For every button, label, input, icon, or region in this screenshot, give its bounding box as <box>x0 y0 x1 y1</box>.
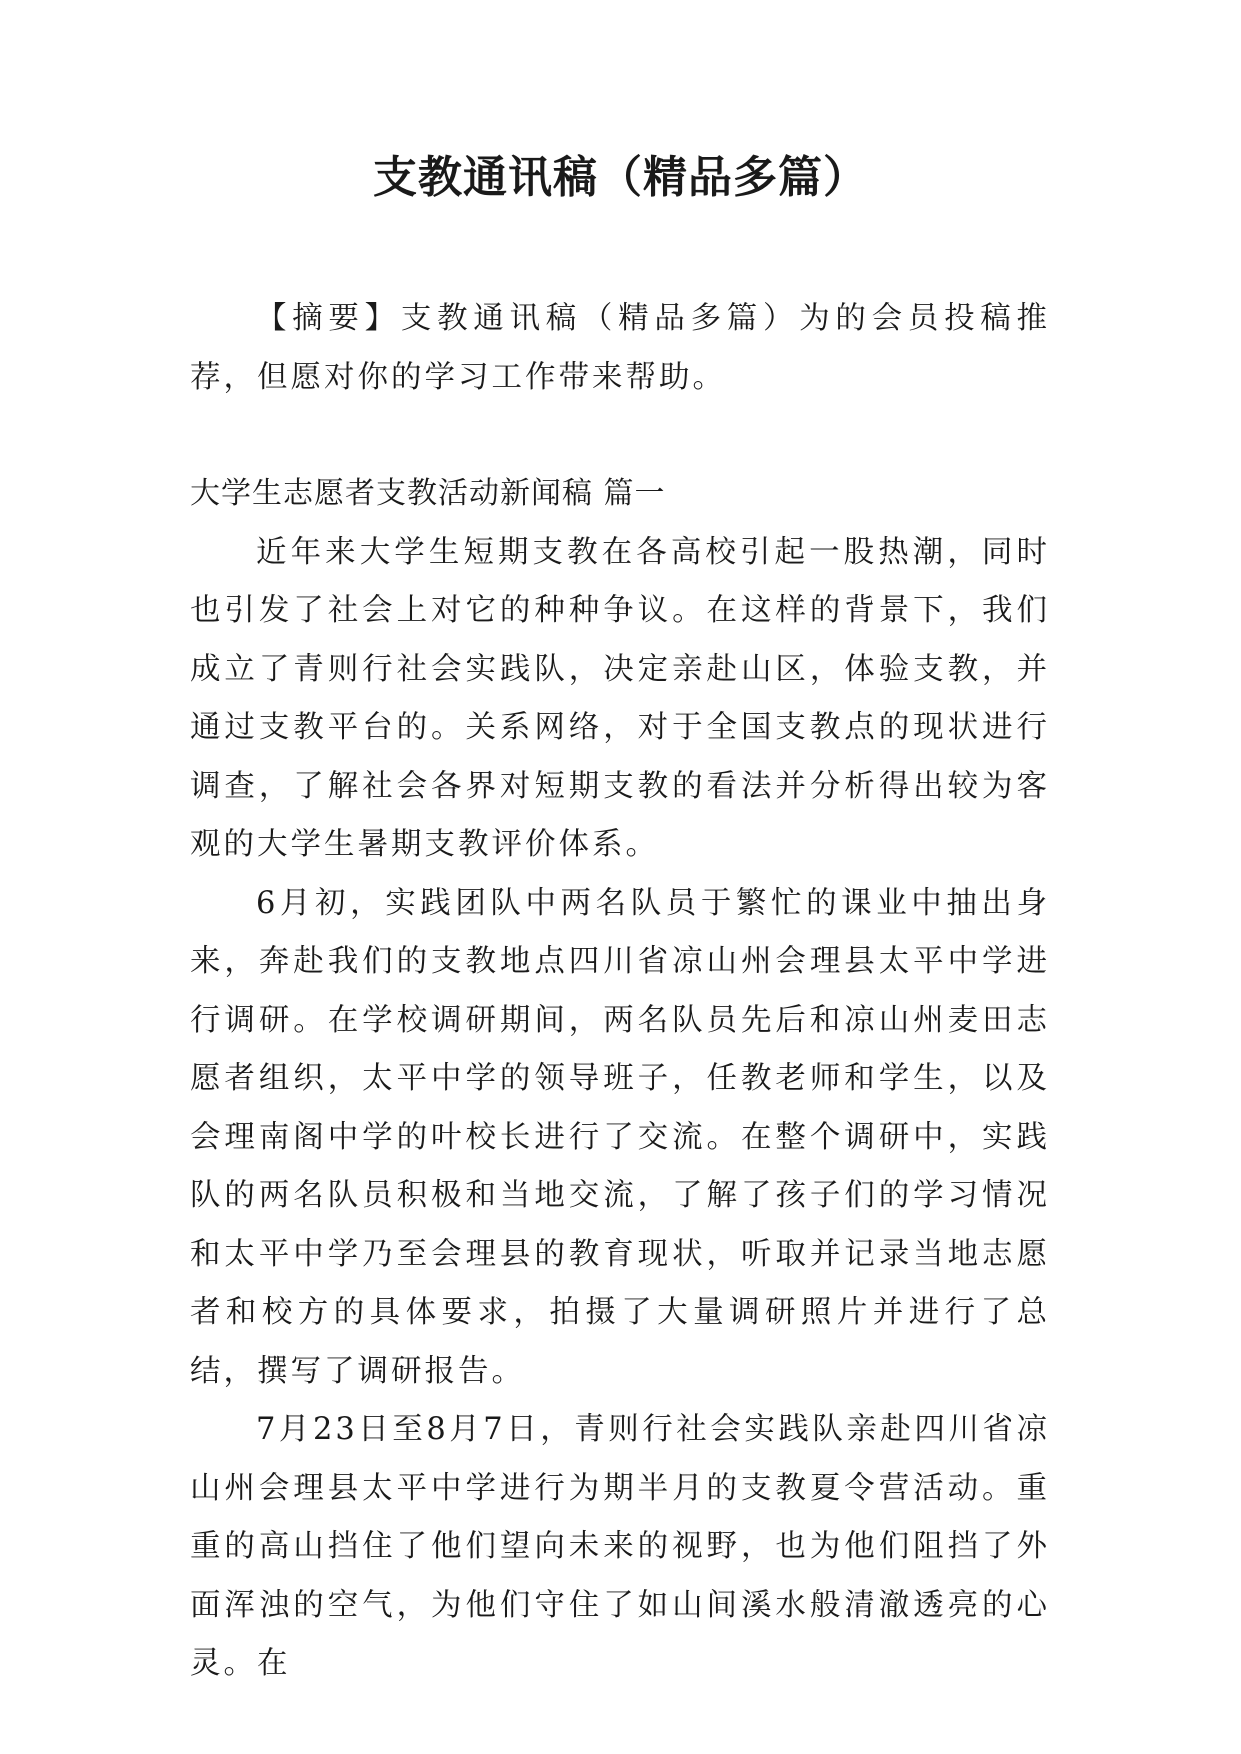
body-paragraph: 6月初，实践团队中两名队员于繁忙的课业中抽出身来，奔赴我们的支教地点四川省凉山州会理县太平中学进行调研。在学校调研期间，两名队员先后和凉山州麦田志愿者组织，太平中学的领导班子，任教老师和学生，以及会理南阁中学的叶校长进行了交流。在整个调研中，实践队的两名队员积极和当地交流，了解了孩子们的学习情况和太平中学乃至会理县的教育现状，听取并记录当地志愿者和校方的具体要求，拍摄了大量调研照片并进行了总结，撰写了调研报告。 <box>190 885 1050 1389</box>
body-paragraph: 近年来大学生短期支教在各高校引起一股热潮，同时也引发了社会上对它的种种争议。在这样的背景下，我们成立了青则行社会实践队，决定亲赴山区，体验支教，并通过支教平台的。关系网络，对于全国支教点的现状进行调查，了解社会各界对短期支教的看法并分析得出较为客观的大学生暑期支教评价体系。 <box>190 534 1050 862</box>
document-title: 支教通讯稿（精品多篇） <box>373 152 868 203</box>
section-heading: 大学生志愿者支教活动新闻稿 篇一 <box>190 476 666 511</box>
document-body <box>190 290 1050 1694</box>
abstract-paragraph: 【摘要】支教通讯稿（精品多篇）为的会员投稿推荐，但愿对你的学习工作带来帮助。 <box>190 301 1050 395</box>
body-paragraph: 7月23日至8月7日，青则行社会实践队亲赴四川省凉山州会理县太平中学进行为期半月的支教夏令营活动。重重的高山挡住了他们望向未来的视野，也为他们阻挡了外面浑浊的空气，为他们守住了如山间溪水般清澈透亮的心灵。在 <box>190 1412 1050 1681</box>
